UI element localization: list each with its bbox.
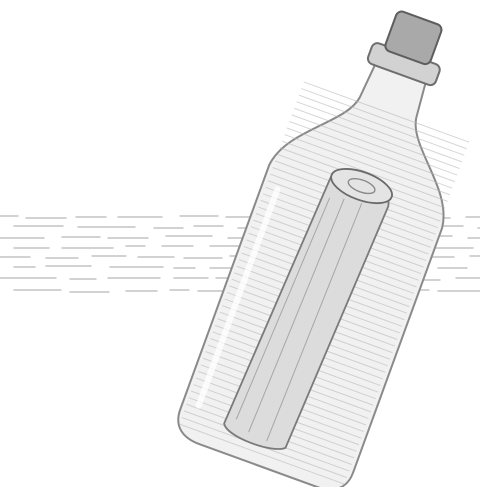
glass-bottle (171, 0, 480, 487)
